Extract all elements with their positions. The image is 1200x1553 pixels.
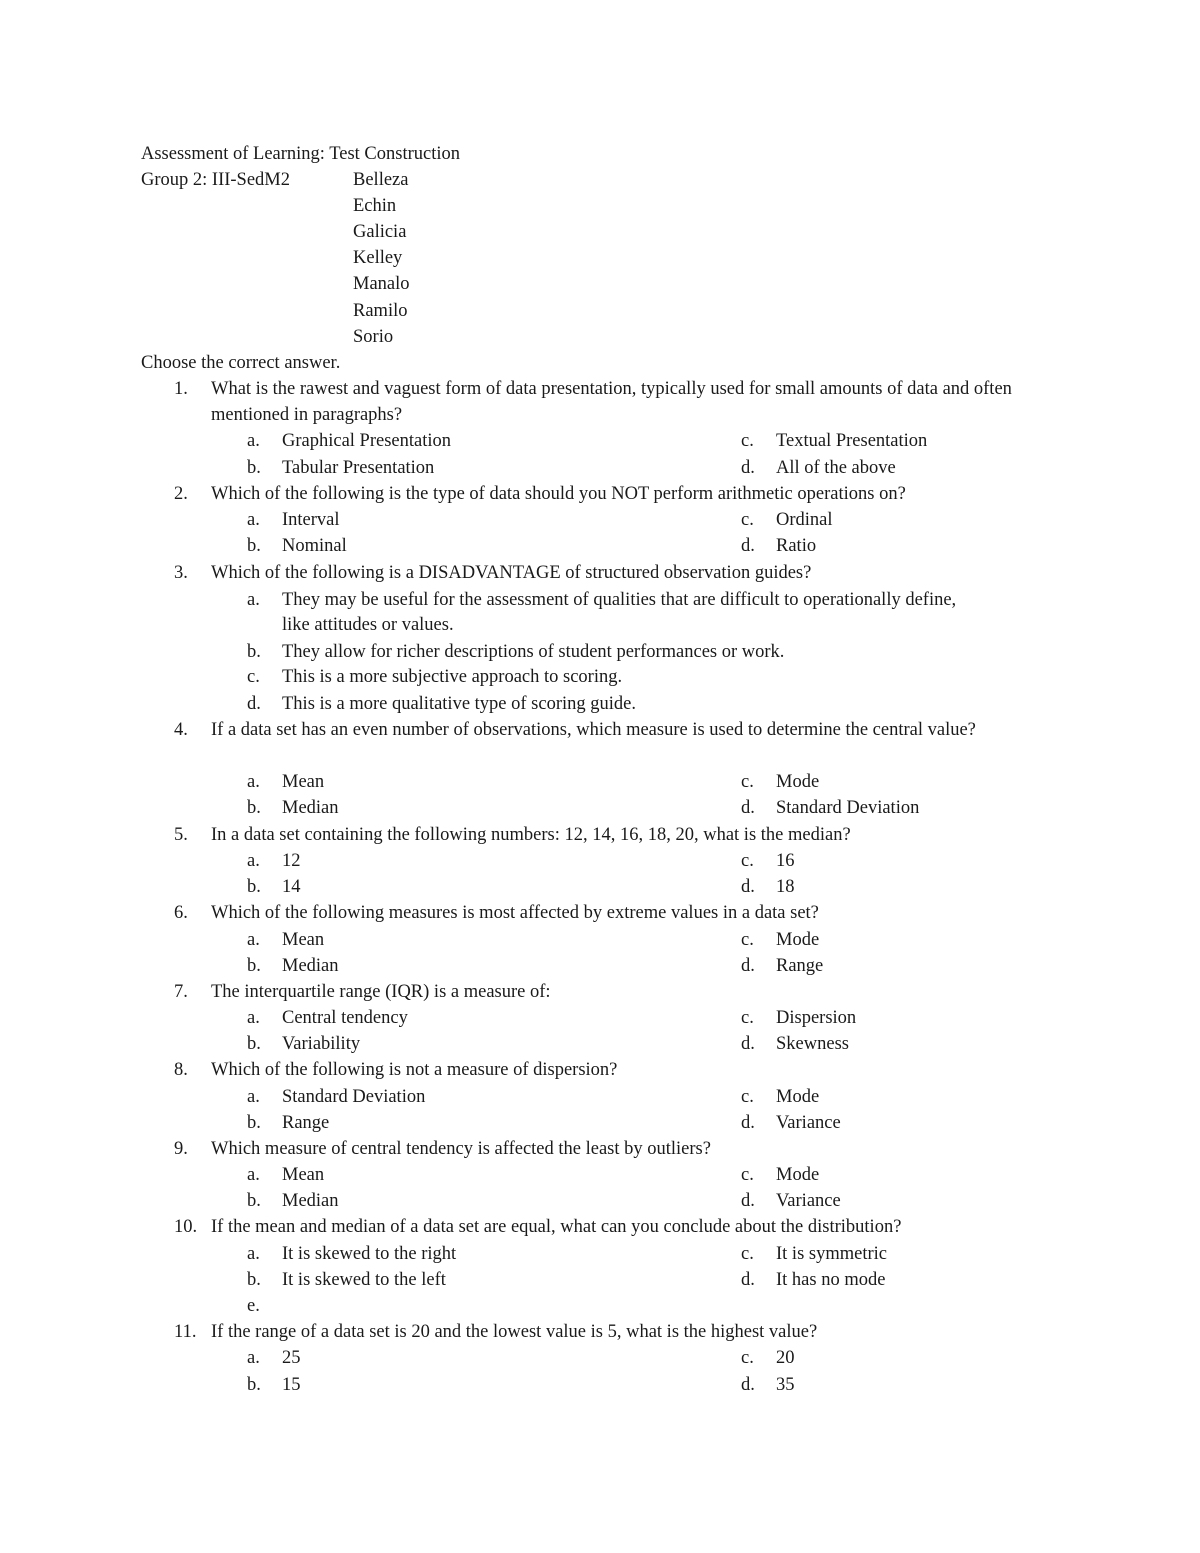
option-letter: b. bbox=[247, 536, 261, 556]
question-number: 2. bbox=[174, 484, 188, 504]
option-text: Mean bbox=[282, 1165, 325, 1185]
option-text: Mean bbox=[282, 772, 325, 792]
option-text: Nominal bbox=[282, 536, 347, 556]
question-text: In a data set containing the following numbers: 12, 14, 16, 18, 20, what is the median? bbox=[211, 825, 851, 845]
option-letter: d. bbox=[741, 1375, 755, 1395]
option-letter: a. bbox=[247, 851, 260, 871]
question-number: 5. bbox=[174, 825, 188, 845]
question-number: 6. bbox=[174, 903, 188, 923]
member-name: Galicia bbox=[353, 222, 407, 242]
question-text: If the range of a data set is 20 and the lowest value is 5, what is the highest value? bbox=[211, 1322, 818, 1342]
option-letter: b. bbox=[247, 798, 261, 818]
option-letter: a. bbox=[247, 510, 260, 530]
member-name: Ramilo bbox=[353, 301, 408, 321]
option-letter: b. bbox=[247, 956, 261, 976]
question-number: 3. bbox=[174, 563, 188, 583]
option-letter: c. bbox=[741, 510, 754, 530]
option-text: All of the above bbox=[776, 458, 896, 478]
option-text: They allow for richer descriptions of student performances or work. bbox=[282, 642, 785, 662]
option-letter: a. bbox=[247, 1008, 260, 1028]
option-letter: b. bbox=[247, 642, 261, 662]
question-number: 4. bbox=[174, 720, 188, 740]
question-text: Which of the following measures is most affected by extreme values in a data set? bbox=[211, 903, 819, 923]
option-letter: b. bbox=[247, 877, 261, 897]
option-letter: a. bbox=[247, 772, 260, 792]
option-text: Ratio bbox=[776, 536, 817, 556]
option-letter: c. bbox=[741, 1244, 754, 1264]
option-letter: c. bbox=[741, 1008, 754, 1028]
option-text: Variance bbox=[776, 1113, 841, 1133]
document-title: Assessment of Learning: Test Construction bbox=[141, 144, 460, 164]
option-text: Ordinal bbox=[776, 510, 833, 530]
option-letter: d. bbox=[741, 956, 755, 976]
option-text: Graphical Presentation bbox=[282, 431, 452, 451]
option-letter: d. bbox=[741, 458, 755, 478]
option-letter: c. bbox=[741, 431, 754, 451]
question-text: If the mean and median of a data set are equal, what can you conclude about the distribution? bbox=[211, 1217, 902, 1237]
option-text: 12 bbox=[282, 851, 301, 871]
option-text: 20 bbox=[776, 1348, 795, 1368]
question-number: 9. bbox=[174, 1139, 188, 1159]
member-name: Sorio bbox=[353, 327, 394, 347]
option-text: Mode bbox=[776, 1165, 820, 1185]
option-letter: b. bbox=[247, 1375, 261, 1395]
option-text: Variability bbox=[282, 1034, 361, 1054]
option-text: 16 bbox=[776, 851, 795, 871]
option-text: It is skewed to the left bbox=[282, 1270, 446, 1290]
option-text: Variance bbox=[776, 1191, 841, 1211]
option-letter: d. bbox=[741, 1270, 755, 1290]
option-text: 25 bbox=[282, 1348, 301, 1368]
option-text: Dispersion bbox=[776, 1008, 857, 1028]
question-number: 11. bbox=[174, 1322, 197, 1342]
option-text: It is skewed to the right bbox=[282, 1244, 457, 1264]
option-text: Median bbox=[282, 1191, 339, 1211]
option-letter: a. bbox=[247, 1244, 260, 1264]
instruction-text: Choose the correct answer. bbox=[141, 353, 341, 373]
question-text: The interquartile range (IQR) is a measure of: bbox=[211, 982, 551, 1002]
option-letter: d. bbox=[741, 536, 755, 556]
option-letter: c. bbox=[247, 667, 260, 687]
group-label: Group 2: III-SedM2 bbox=[141, 170, 291, 190]
option-letter: c. bbox=[741, 930, 754, 950]
question-text: Which of the following is not a measure of dispersion? bbox=[211, 1060, 618, 1080]
option-text: Mode bbox=[776, 1087, 820, 1107]
option-letter: c. bbox=[741, 851, 754, 871]
option-text: 15 bbox=[282, 1375, 301, 1395]
option-text: Mean bbox=[282, 930, 325, 950]
option-letter: c. bbox=[741, 1087, 754, 1107]
option-letter: b. bbox=[247, 1113, 261, 1133]
option-text: Range bbox=[776, 956, 824, 976]
option-text: Median bbox=[282, 956, 339, 976]
member-name: Belleza bbox=[353, 170, 409, 190]
option-text: like attitudes or values. bbox=[282, 615, 454, 635]
option-letter: a. bbox=[247, 1165, 260, 1185]
option-text: Median bbox=[282, 798, 339, 818]
option-text: 18 bbox=[776, 877, 795, 897]
member-name: Echin bbox=[353, 196, 397, 216]
option-text: Standard Deviation bbox=[282, 1087, 426, 1107]
option-text: This is a more qualitative type of scoring guide. bbox=[282, 694, 636, 714]
option-letter: c. bbox=[741, 1165, 754, 1185]
option-text: Central tendency bbox=[282, 1008, 408, 1028]
option-text: Interval bbox=[282, 510, 340, 530]
option-letter: c. bbox=[741, 772, 754, 792]
question-number: 10. bbox=[174, 1217, 198, 1237]
option-text: They may be useful for the assessment of qualities that are difficult to operationally define, bbox=[282, 590, 957, 610]
option-text: Range bbox=[282, 1113, 330, 1133]
member-name: Manalo bbox=[353, 274, 410, 294]
option-text: It has no mode bbox=[776, 1270, 886, 1290]
option-letter: d. bbox=[741, 1113, 755, 1133]
option-letter: a. bbox=[247, 1348, 260, 1368]
option-letter: a. bbox=[247, 590, 260, 610]
question-text: Which of the following is a DISADVANTAGE of structured observation guides? bbox=[211, 563, 812, 583]
option-letter: b. bbox=[247, 458, 261, 478]
option-text: It is symmetric bbox=[776, 1244, 887, 1264]
option-text: Skewness bbox=[776, 1034, 849, 1054]
option-letter: d. bbox=[741, 1191, 755, 1211]
question-text: Which of the following is the type of data should you NOT perform arithmetic operations on? bbox=[211, 484, 906, 504]
option-letter: d. bbox=[247, 694, 261, 714]
question-text: What is the rawest and vaguest form of data presentation, typically used for small amounts of data and often mentioned in paragraphs? bbox=[211, 379, 1012, 426]
member-name: Kelley bbox=[353, 248, 403, 268]
question-number: 8. bbox=[174, 1060, 188, 1080]
option-text: This is a more subjective approach to scoring. bbox=[282, 667, 623, 687]
option-text: Textual Presentation bbox=[776, 431, 928, 451]
option-text: Standard Deviation bbox=[776, 798, 920, 818]
question-text: If a data set has an even number of observations, which measure is used to determine the central value? bbox=[211, 720, 976, 740]
option-letter: a. bbox=[247, 930, 260, 950]
option-letter: a. bbox=[247, 431, 260, 451]
option-letter: b. bbox=[247, 1191, 261, 1211]
option-text: 14 bbox=[282, 877, 301, 897]
question-number: 1. bbox=[174, 379, 188, 399]
option-text: Mode bbox=[776, 772, 820, 792]
question-number: 7. bbox=[174, 982, 188, 1002]
option-letter: d. bbox=[741, 798, 755, 818]
option-letter: e. bbox=[247, 1296, 260, 1316]
option-letter: d. bbox=[741, 877, 755, 897]
question-text: Which measure of central tendency is affected the least by outliers? bbox=[211, 1139, 711, 1159]
option-letter: a. bbox=[247, 1087, 260, 1107]
option-text: Tabular Presentation bbox=[282, 458, 435, 478]
option-text: Mode bbox=[776, 930, 820, 950]
option-letter: d. bbox=[741, 1034, 755, 1054]
option-letter: c. bbox=[741, 1348, 754, 1368]
option-letter: b. bbox=[247, 1270, 261, 1290]
option-text: 35 bbox=[776, 1375, 795, 1395]
option-letter: b. bbox=[247, 1034, 261, 1054]
